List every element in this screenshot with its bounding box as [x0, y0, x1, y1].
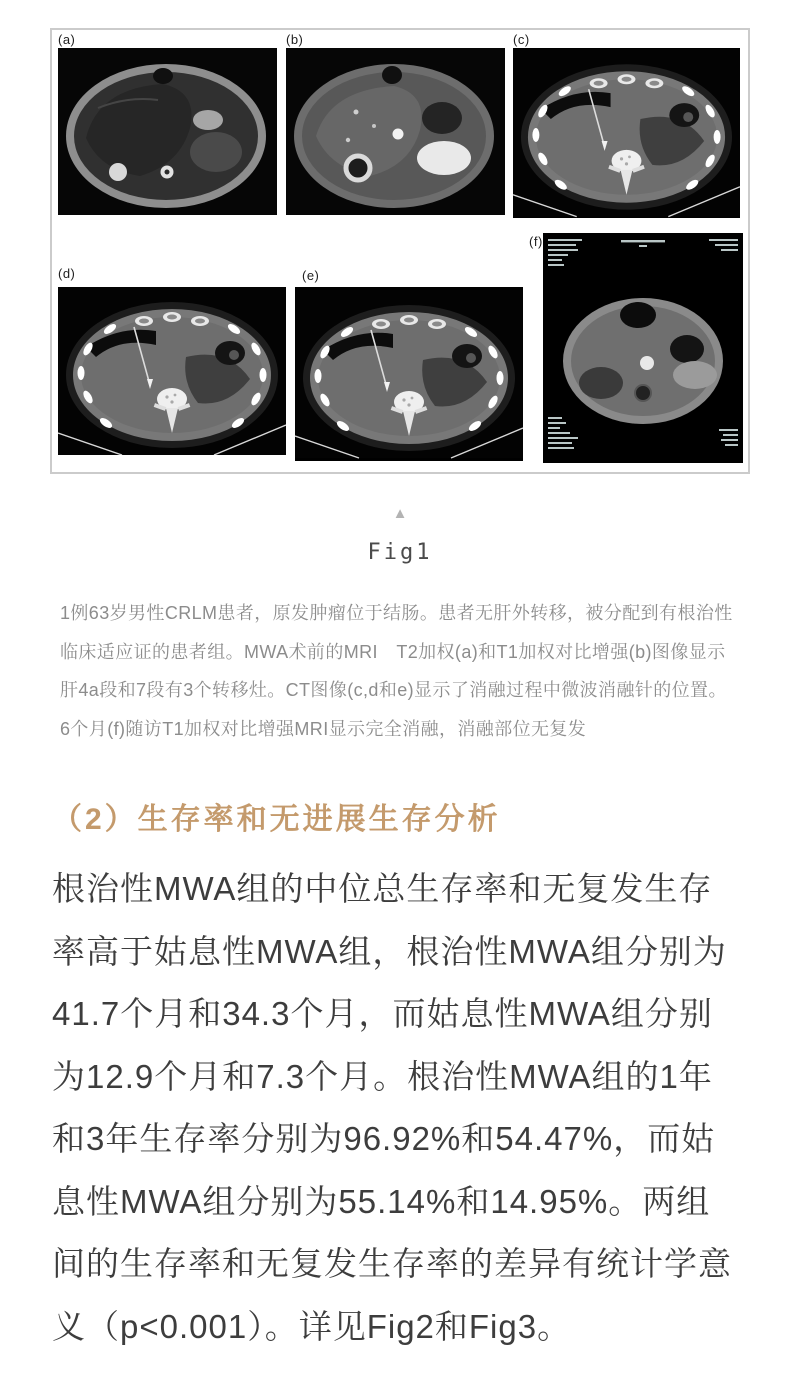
body-line: 义（p<0.001）。详见Fig2和Fig3。	[52, 1307, 572, 1345]
panel-label-c: (c)	[513, 32, 530, 47]
body-line: 间的生存率和无复发生存率的差异有统计学意	[52, 1245, 732, 1282]
panel-label-f: (f)	[529, 234, 543, 249]
mri-followup-scan-f-image	[543, 233, 743, 463]
body-line: 率高于姑息性MWA组，根治性MWA组分别为	[52, 932, 727, 970]
body-line: 为12.9个月和7.3个月。根治性MWA组的1年	[52, 1057, 713, 1095]
body-line: 根治性MWA组的中位总生存率和无复发生存	[52, 870, 713, 907]
figure-caption-line: 临床适应证的患者组。MWA术前的MRI T2加权(a)和T1加权对比增强(b)图像显示	[60, 641, 726, 662]
body-line: 41.7个月和34.3个月，而姑息性MWA组分别	[52, 995, 713, 1032]
body-paragraph	[52, 858, 762, 1358]
panel-label-d: (d)	[58, 266, 76, 281]
figure-caption-line: 6个月(f)随访T1加权对比增强MRI显示完全消融，消融部位无复发	[60, 718, 587, 739]
section-heading: （2）生存率和无进展生存分析	[52, 803, 501, 836]
collapse-arrow-icon[interactable]: ▲	[392, 505, 408, 522]
panel-label-e: (e)	[302, 268, 320, 283]
mri-t1-scan-b-image	[286, 48, 505, 215]
ct-scan-c-image	[513, 48, 740, 218]
ct-scan-d-image	[58, 287, 286, 455]
body-line: 息性MWA组分别为55.14%和14.95%。两组	[52, 1182, 711, 1220]
figure-caption-line: 1例63岁男性CRLM患者，原发肿瘤位于结肠。患者无肝外转移，被分配到有根治性	[60, 603, 733, 623]
figure-caption-title: Fig1	[367, 540, 433, 565]
figure1-frame	[50, 28, 750, 474]
figure-caption	[60, 594, 760, 748]
body-line: 和3年生存率分别为96.92%和54.47%，而姑	[52, 1120, 716, 1157]
panel-label-a: (a)	[58, 32, 76, 47]
figure-collapse-row	[0, 505, 800, 523]
ct-scan-e-image	[295, 287, 523, 461]
figure-caption-line: 肝4a段和7段有3个转移灶。CT图像(c,d和e)显示了消融过程中微波消融针的位置。	[60, 680, 727, 700]
mri-t2-scan-a-image	[58, 48, 277, 215]
panel-label-b: (b)	[286, 32, 304, 47]
